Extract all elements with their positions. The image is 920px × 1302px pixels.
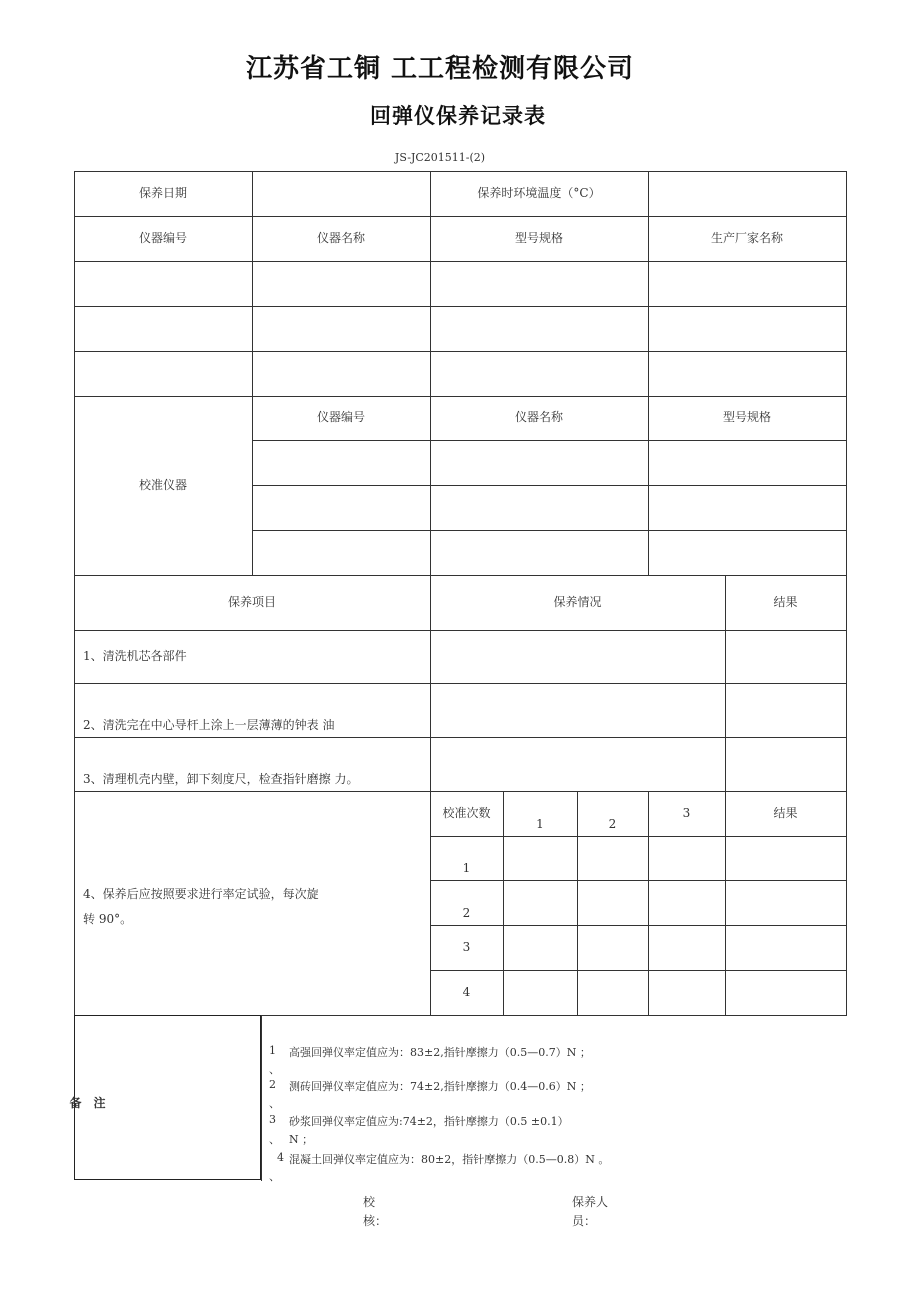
- remark-3-mark: 、: [269, 1133, 280, 1146]
- maintenance-item-header: 保养项目: [227, 594, 276, 609]
- header-instrument-name: 仪器名称: [316, 230, 365, 245]
- remark-2-mark: 、: [269, 1097, 280, 1110]
- maintenance-date-value[interactable]: [252, 171, 430, 216]
- calibration-header-number: 仪器编号: [316, 410, 365, 425]
- rate-column-3: 3: [682, 805, 691, 820]
- maintainer-signature: [572, 1193, 608, 1231]
- rate-test-item-line2: 转 90°。: [83, 912, 133, 926]
- remark-3-continued: N ；: [289, 1133, 314, 1146]
- calibration-header-model: 型号规格: [722, 410, 771, 425]
- header-manufacturer: 生产厂家名称: [710, 230, 783, 245]
- reviewer-label-part1: 校: [363, 1195, 376, 1209]
- calibration-count-label: 校准次数: [442, 805, 491, 820]
- rate-row-1: 1: [462, 861, 471, 876]
- rate-column-1: 1: [536, 817, 544, 832]
- remark-1-mark: 、: [269, 1063, 280, 1076]
- maintenance-status-header: 保养情况: [553, 594, 602, 609]
- calibration-header-name: 仪器名称: [514, 410, 563, 425]
- form-code: JS-JC201511-(2): [394, 151, 486, 164]
- remark-4-number: 4: [277, 1151, 284, 1164]
- remark-2-number: 2: [269, 1078, 276, 1091]
- form-title: 回弹仪保养记录表: [370, 104, 546, 128]
- remarks-divider: [261, 1015, 262, 1181]
- rate-test-item-line1: 4、保养后应按照要求进行率定试验，每次旋: [83, 887, 319, 901]
- rate-row-3: 3: [462, 939, 471, 954]
- calibration-instrument-label: 校准仪器: [138, 477, 187, 492]
- header-instrument-number: 仪器编号: [138, 230, 187, 245]
- remark-1-text: 高强回弹仪率定值应为：83±2,指针摩擦力（0.5—0.7）N ；: [289, 1046, 591, 1059]
- reviewer-label-part2: 核：: [363, 1214, 388, 1228]
- reviewer-signature: [363, 1193, 387, 1231]
- rate-row-2: 2: [462, 906, 471, 921]
- remark-4-text: 混凝土回弹仪率定值应为：80±2，指针摩擦力（0.5—0.8）N 。: [289, 1153, 610, 1166]
- ambient-temperature-value[interactable]: [648, 171, 846, 216]
- maintainer-label-part2: 员：: [572, 1214, 597, 1228]
- remarks-label: 备注: [69, 1096, 118, 1110]
- rate-column-2: 2: [608, 817, 617, 832]
- remark-4-mark: 、: [269, 1170, 280, 1183]
- rate-test-item: [83, 882, 319, 932]
- remark-3-number: 3: [269, 1113, 276, 1126]
- maintenance-item-1: 1、清洗机芯各部件: [83, 648, 187, 663]
- maintenance-result-header: 结果: [773, 594, 798, 609]
- header-model-spec: 型号规格: [514, 230, 563, 245]
- maintainer-label-part1: 保养人: [572, 1195, 609, 1209]
- remark-3-text: 砂浆回弹仪率定值应为:74±2，指针摩擦力（0.5 ±0.1）: [289, 1115, 569, 1128]
- ambient-temperature-label: 保养时环境温度（°C）: [477, 185, 601, 200]
- company-name: 江苏省工铜 工工程检测有限公司: [245, 54, 635, 84]
- maintenance-item-2: 2、清洗完在中心导杆上涂上一层薄薄的钟表 油: [83, 718, 335, 733]
- rate-row-4: 4: [462, 984, 471, 999]
- maintenance-date-label: 保养日期: [138, 185, 187, 200]
- rate-result-header: 结果: [773, 805, 798, 820]
- remark-1-number: 1: [269, 1044, 276, 1057]
- maintenance-item-3: 3、清理机壳内壁，卸下刻度尺，检查指针磨擦 力。: [83, 772, 359, 787]
- remark-2-text: 测砖回弹仪率定值应为：74±2,指针摩擦力（0.4—0.6）N ；: [289, 1080, 591, 1093]
